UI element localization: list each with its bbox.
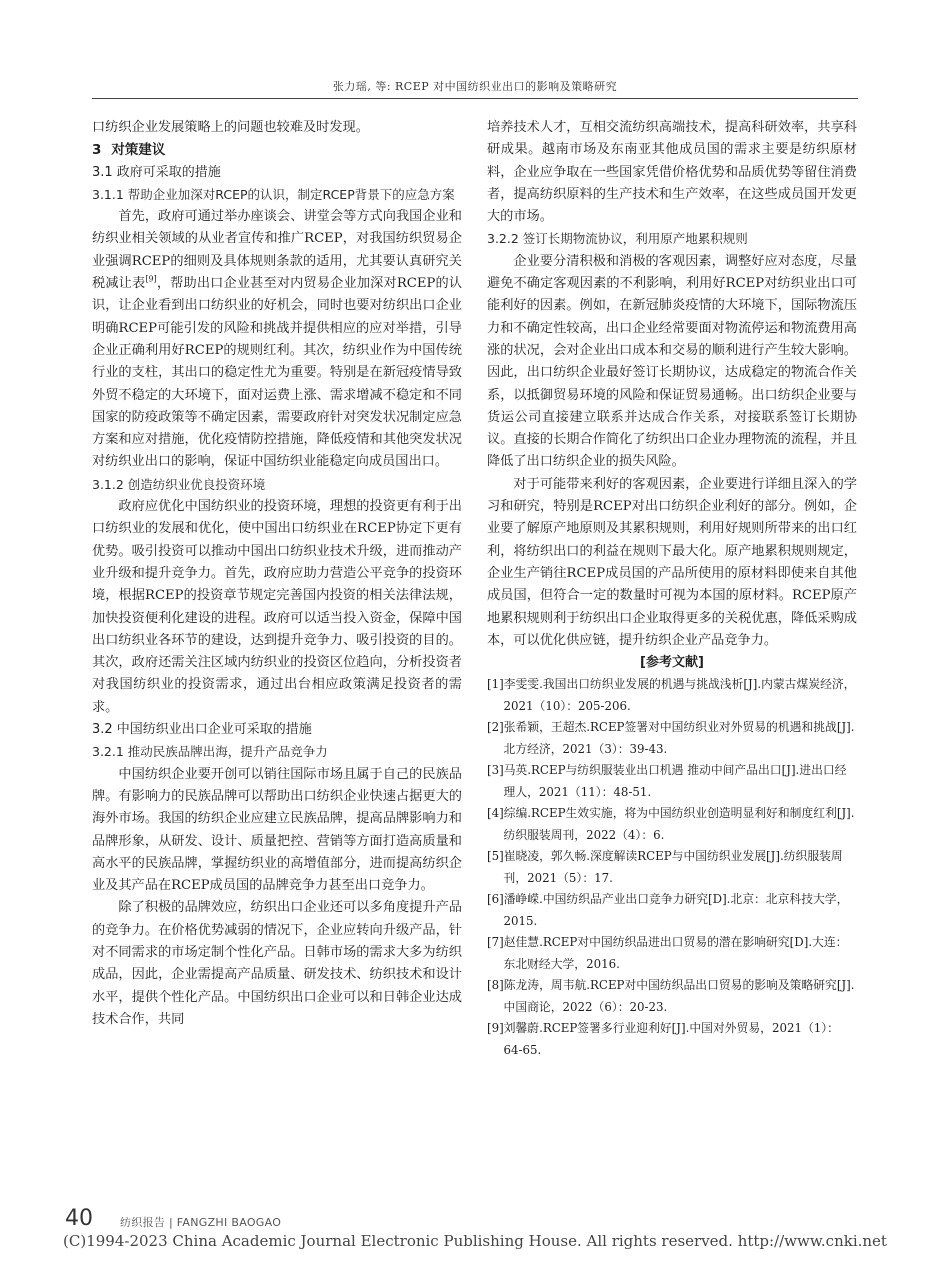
subsubsection-heading-3-2-2: 3.2.2 签订长期物流协议，利用原产地累积规则 [487,231,748,247]
header-rule [92,98,858,99]
paragraph-continued: 培养技术人才，互相交流纺织高端技术，提高科研效率，共享科研成果。越南市场及东南亚其他成员国的需求主要是纺织原材料，企业应争取在一些国家凭借价格优势和品质优势等留住消费者，提高纺织原料的生产技术和生产效率，在这些成员国开发更大的市场。 [487,120,857,225]
subsubsection-heading-3-2-1: 3.2.1 推动民族品牌出海，提升产品竞争力 [92,744,328,760]
subsubsection-heading-3-1-2: 3.1.2 创造纺织业优良投资环境 [92,476,266,492]
reference-item: [9]刘馨蔚.RCEP签署多行业迎利好[J].中国对外贸易，2021（1）：64-65. [487,1021,839,1057]
paragraph: 企业要分清积极和消极的客观因素，调整好应对态度，尽量避免不确定客观因素的不利影响，利用好RCEP对纺织业出口可能利好的因素。例如，在新冠肺炎疫情的大环境下，国际物流压力和不确定性较高，出口企业经常要面对物流停运和物流费用高涨的状况，会对企业出口成本和交易的顺利进行产生较大影响。因此，出口纺织企业最好签订长期协议，达成稳定的物流合作关系，以抵御贸易环境的风险和保证贸易通畅。出口纺织企业要与货运公司直接建立联系并达成合作关系，对接联系签订长期协议。直接的长期合作简化了纺织出口企业办理物流的流程，并且降低了出口纺织企业的损失风险。 [487,253,857,470]
paragraph-text: ，帮助出口企业甚至对内贸易企业加深对RCEP的认识，让企业看到出口纺织业的好机会，同时也要对纺织出口企业明确RCEP可能引发的风险和挑战并提供相应的应对举措，引导企业正确利用好RCEP的规则红利。其次，纺织业作为中国传统行业的支柱，其出口的稳定性尤为重要。特别是在新冠疫情导致外贸不稳定的大环境下，面对运费上涨、需求增减不稳定和不同国家的防疫政策等不确定因素，需要政府针对突发状况制定应急方案和应对措施，优化疫情防控措施，降低疫情和其他突发状况对纺织业出口的影响，保证中国纺织业能稳定向成员国出口。 [92,276,463,470]
journal-name: 纺织报告 | FANGZHI BAOGAO [120,1216,282,1229]
reference-item: [4]综编.RCEP生效实施，将为中国纺织业创造明显利好和制度红利[J].纺织服装周刊，2022（4）：6. [487,806,855,842]
reference-item: [8]陈龙涛，周韦航.RCEP对中国纺织品出口贸易的影响及策略研究[J].中国商论，2022（6）：20-23. [487,978,855,1014]
paragraph [92,206,462,474]
left-column [92,117,462,1031]
reference-item: [7]赵佳慧.RCEP对中国纺织品进出口贸易的潜在影响研究[D].大连：东北财经大学，2016. [487,935,848,971]
paragraph: 政府应优化中国纺织业的投资环境，理想的投资更有利于出口纺织业的发展和优化，使中国出口纺织业在RCEP协定下更有优势。吸引投资可以推动中国出口纺织业技术升级，进而推动产业升级和提升竞争力。首先，政府应助力营造公平竞争的投资环境，根据RCEP的投资章节规定完善国内投资的相关法律法规，加快投资便利化建设的进程。政府可以适当投入资金，保障中国出口纺织业各环节的建设，达到提升竞争力、吸引投资的目的。其次，政府还需关注区域内纺织业的投资区位趋向，分析投资者对我国纺织业的投资需求，通过出台相应政策满足投资者的需求。 [92,499,462,715]
paragraph: 除了积极的品牌效应，纺织出口企业还可以多角度提升产品的竞争力。在价格优势减弱的情况下，企业应转向升级产品，针对不同需求的市场定制个性化产品。日韩市场的需求大多为纺织成品，因此，企业需提高产品质量、研发技术、纺织技术和设计水平，提供个性化产品。中国纺织出口企业可以和日韩企业达成技术合作，共同 [92,900,462,1027]
reference-item: [5]崔晓凌，郭久畅.深度解读RCEP与中国纺织业发展[J].纺织服装周刊，2021（5）：17. [487,849,843,885]
subsubsection-heading-3-1-1: 3.1.1 帮助企业加深对RCEP的认识，制定RCEP背景下的应急方案 [92,186,455,202]
section-heading-3 [92,139,462,161]
section-number: 3 [92,142,102,159]
reference-item: [3]马英.RCEP与纺织服装业出口机遇 推动中间产品出口[J].进出口经理人，2021（11）：48-51. [487,763,847,799]
citation-superscript: [9] [145,274,157,284]
reference-item: [2]张希颖，王超杰.RCEP签署对中国纺织业对外贸易的机遇和挑战[J].北方经济，2021（3）：39-43. [487,720,855,756]
right-column [487,117,857,1061]
reference-item: [6]潘峥嵘.中国纺织品产业出口竞争力研究[D].北京：北京科技大学，2015. [487,892,849,928]
paragraph: 中国纺织企业要开创可以销往国际市场且属于自己的民族品牌。有影响力的民族品牌可以帮助出口纺织企业快速占据更大的海外市场。我国的纺织企业应建立民族品牌，提高品牌影响力和品牌形象，从研发、设计、质量把控、营销等方面打造高质量和高水平的民族品牌，掌握纺织业的高增值部分，进而提高纺织企业及其产品在RCEP成员国的品牌竞争力甚至出口竞争力。 [92,766,462,894]
subsection-heading-3-2: 3.2 中国纺织业出口企业可采取的措施 [92,722,312,738]
copyright-notice: (C)1994-2023 China Academic Journal Electronic Publishing House. All rights reserved. http://www.cnki.net [63,1232,887,1250]
paragraph-continued: 口纺织企业发展策略上的问题也较难及时发现。 [92,120,369,135]
paragraph: 对于可能带来利好的客观因素，企业要进行详细且深入的学习和研究，特别是RCEP对出口纺织企业利好的部分。例如，企业要了解原产地原则及其累积规则，利用好规则所带来的出口红利，将纺织出口的利益在规则下最大化。原产地累积规则规定，企业生产销往RCEP成员国的产品所使用的原材料即使来自其他成员国，但符合一定的数量时可视为本国的原材料。RCEP原产地累积规则利于纺织出口企业取得更多的关税优惠，降低采购成本，可以优化供应链，提升纺织企业产品竞争力。 [487,476,857,648]
paragraph-text: 首先，政府可通过举办座谈会、讲堂会等方式向我国企业和纺织业相关领域的从业者宣传和推广RCEP，对我国纺织贸易企业强调RCEP的细则及具体规则条款的适用，尤其要认真研究关税减让表 [92,209,462,292]
section-title: 对策建议 [111,142,166,159]
running-head: 张力瑶, 等: RCEP 对中国纺织业出口的影响及策略研究 [332,80,618,93]
reference-item: [1]李雯雯.我国出口纺织业发展的机遇与挑战浅析[J].内蒙古煤炭经济，2021（10）：205-206. [487,677,856,713]
page-number: 40 [65,1206,93,1231]
references-heading: [参考文献] [640,655,704,671]
subsection-heading-3-1: 3.1 政府可采取的措施 [92,164,221,180]
